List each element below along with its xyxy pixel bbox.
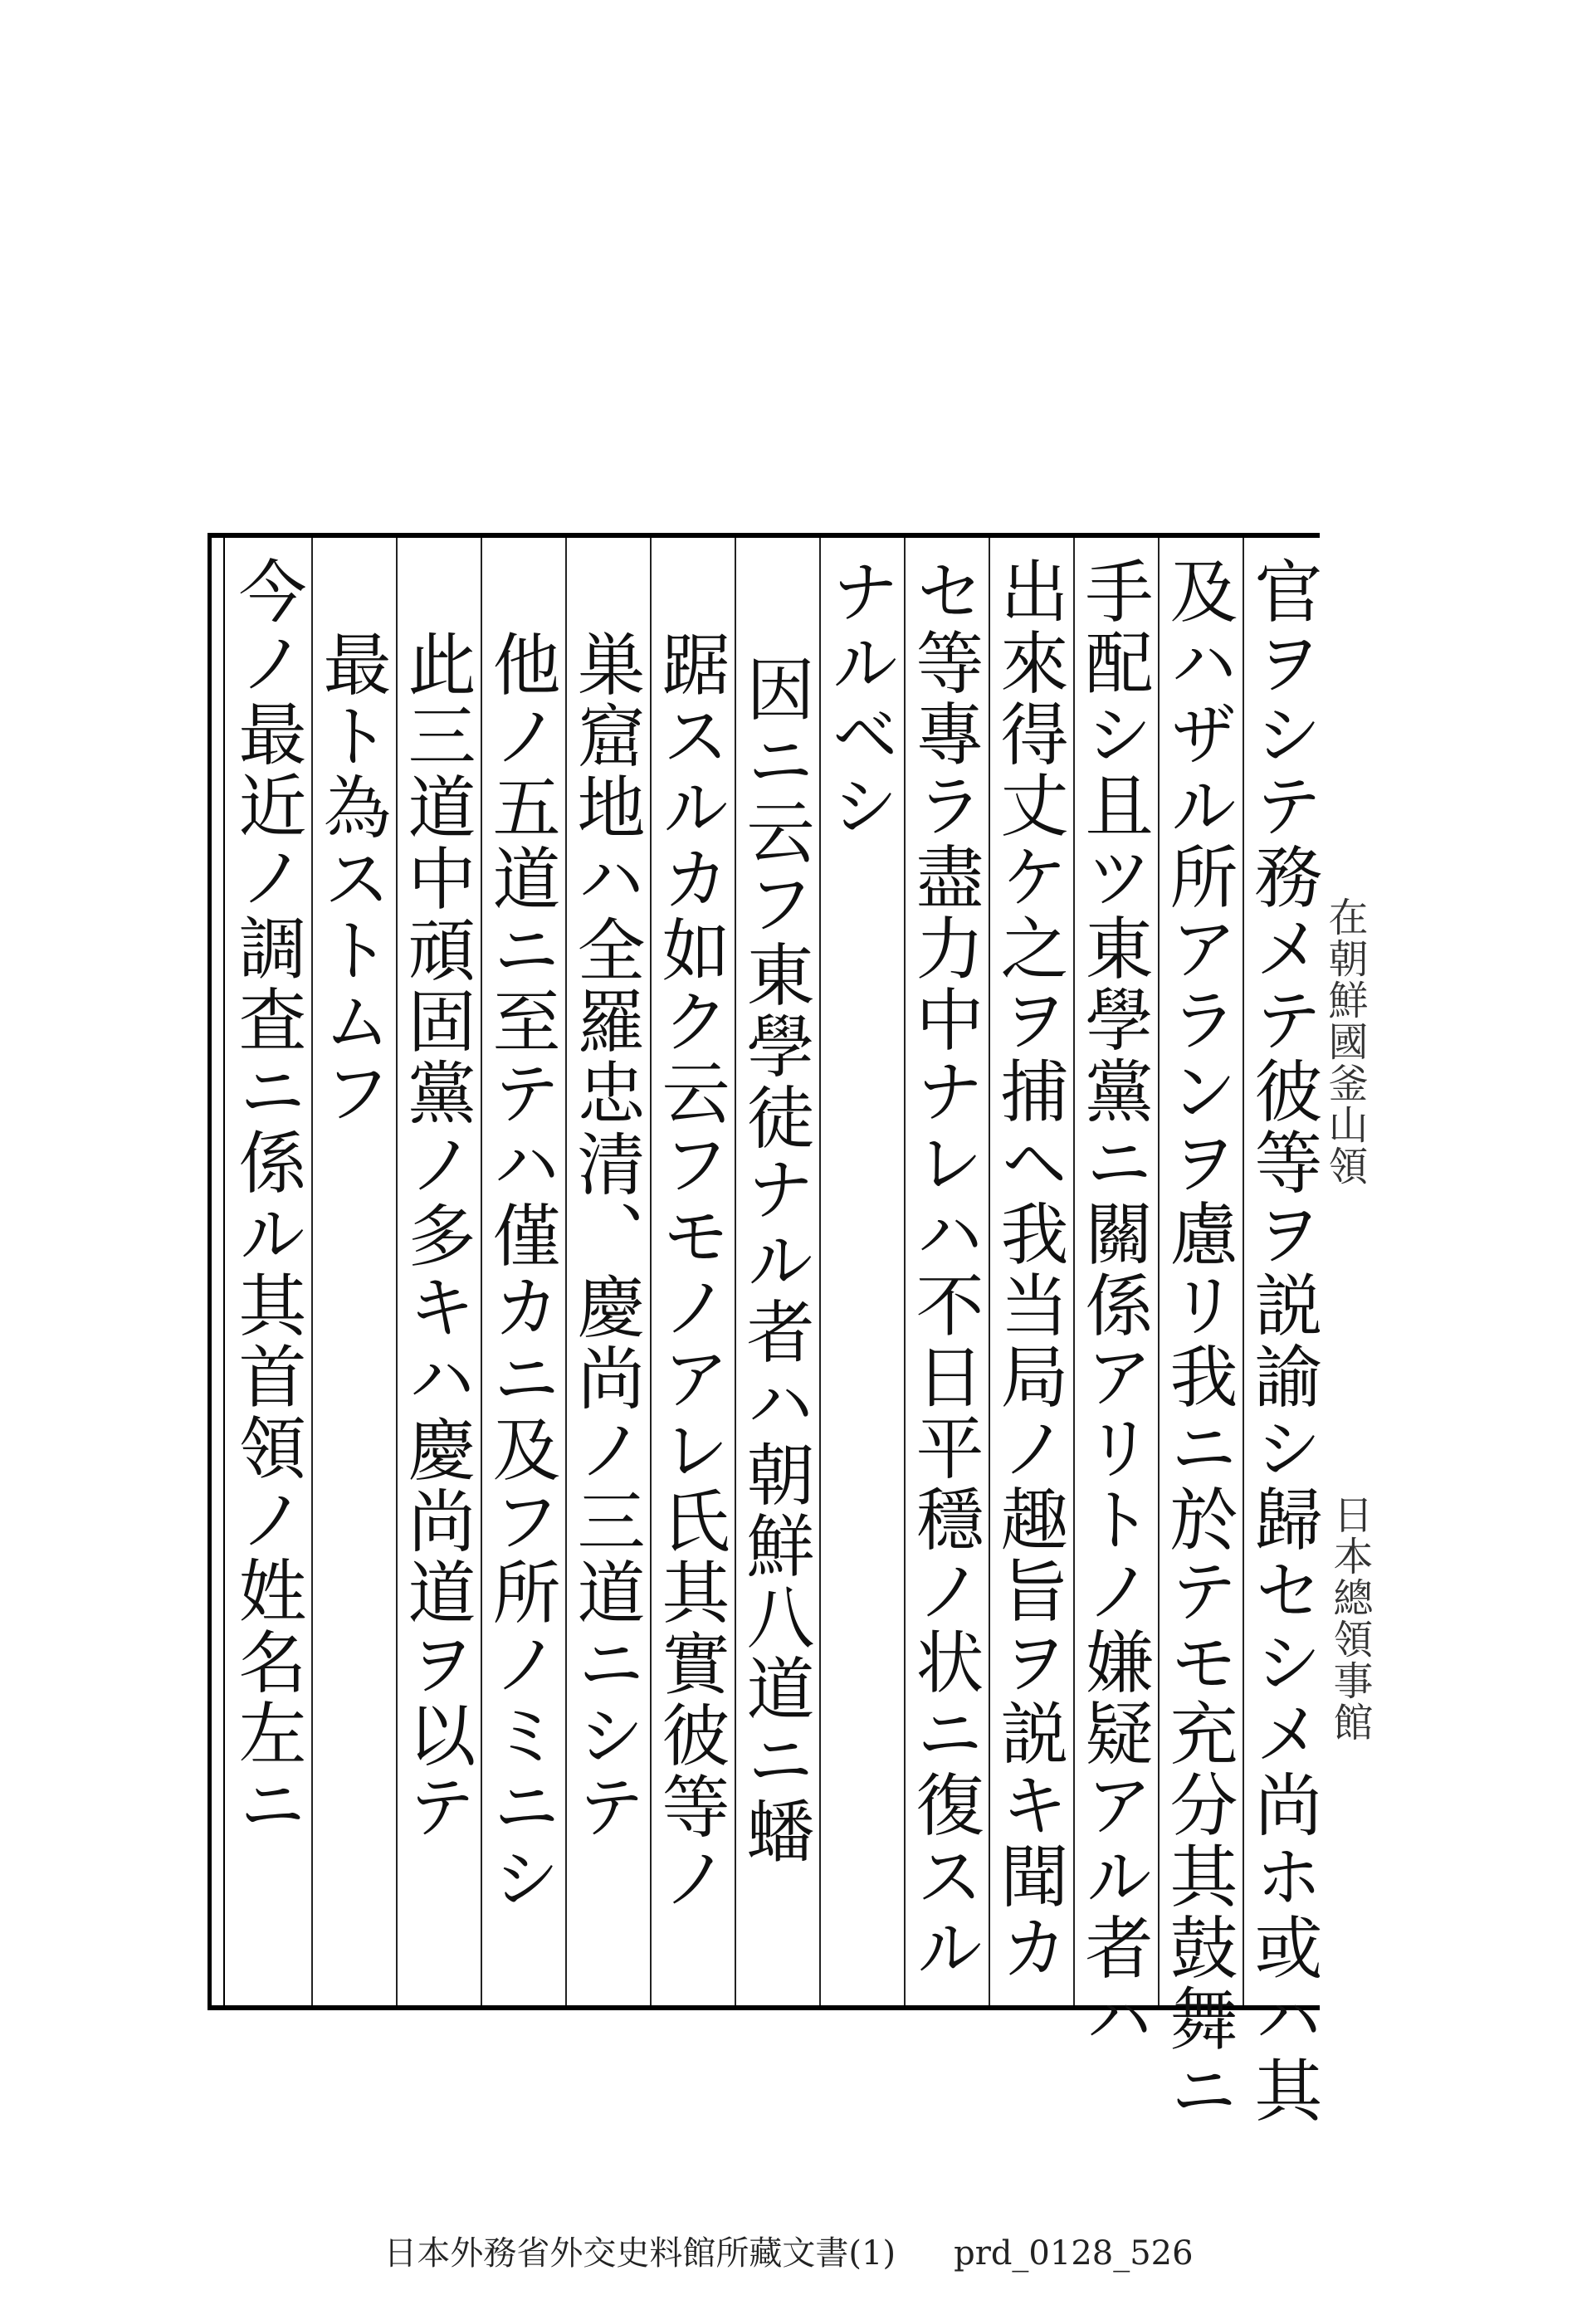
text-column-3: 手配シ且ツ東學黨ニ關係アリトノ嫌疑アル者ハ bbox=[1074, 556, 1153, 2055]
text-column-12: 最ト為ストムフ bbox=[312, 629, 391, 1129]
text-column-6: ナルベシ bbox=[820, 556, 899, 842]
seal-stamp-upper: 在朝鮮國釜山領 bbox=[1321, 896, 1368, 1187]
text-column-1: 官ヲシテ務メテ彼等ヲ説諭シ歸セシメ尚ホ或ハ其 bbox=[1243, 556, 1322, 2126]
text-column-5: セ等專ラ盡力中ナレハ不日平穩ノ状ニ復スル bbox=[905, 556, 984, 1984]
seal-stamp-lower: 日本總領事館 bbox=[1326, 1494, 1373, 1743]
text-column-8: 踞スルカ如ク云フモノアレ氏其實彼等ノ bbox=[651, 629, 730, 1914]
text-column-10: 他ノ五道ニ至テハ僅カニ及フ所ノミニシ bbox=[481, 629, 560, 1914]
document-id: prd_0128_526 bbox=[954, 2234, 1194, 2273]
text-column-11: 此三道中頑固黨ノ多キハ慶尚道ヲ以テ bbox=[397, 629, 476, 1843]
archive-footer bbox=[0, 2227, 1577, 2274]
text-column-13: 今ノ最近ノ調査ニ係ル其首領ノ姓名左ニ bbox=[227, 556, 306, 1841]
manuscript-frame bbox=[208, 533, 1322, 2126]
text-column-2: 及ハザル所アランヲ慮リ我ニ於テモ充分其鼓舞ニ bbox=[1159, 556, 1238, 2126]
archive-name: 日本外務省外交史料館所藏文書(1) bbox=[383, 2234, 896, 2273]
text-column-7: 因ニ云フ東學徒ナル者ハ朝鮮八道ニ蟠 bbox=[735, 654, 814, 1868]
frame-inner-border bbox=[223, 538, 225, 2005]
text-column-4: 出來得丈ケ之ヲ捕ヘ我当局ノ趣旨ヲ説キ聞カ bbox=[989, 556, 1068, 1984]
text-column-9: 巣窟地ハ全羅忠清、慶尚ノ三道ニシテ bbox=[566, 629, 645, 1843]
